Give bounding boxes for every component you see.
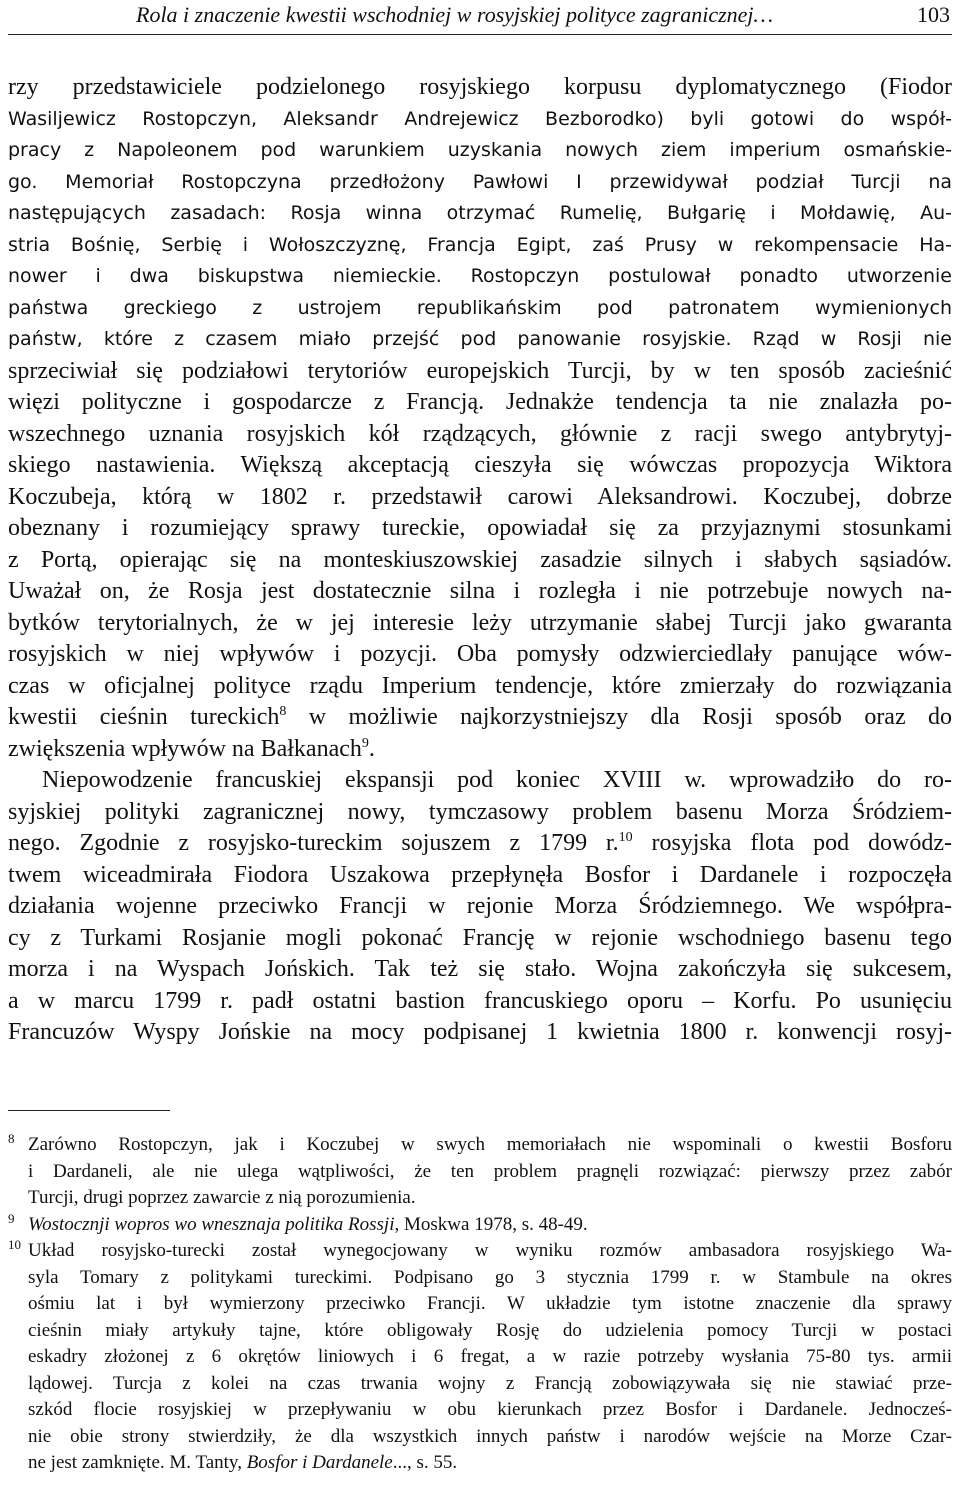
- cited-title: Wostocznji wopros wo wnesznaja politika Rossji: [28, 1213, 395, 1235]
- footnotes: [8, 1132, 952, 1477]
- footnote-separator: [8, 1110, 170, 1111]
- footnote-line: syla Tomary z politykami tureckimi. Podpisano go 3 stycznia 1799 r. w Stambule na okres: [28, 1266, 952, 1288]
- text-line: bytków terytorialnych, że w jej interesie leży utrzymanie słabej Turcji jako gwaranta: [8, 609, 952, 636]
- main-text: [8, 72, 952, 1049]
- text-line: syjskiej polityki zagranicznej nowy, tymczasowy problem basenu Morza Śródziem-: [8, 798, 952, 825]
- text-line: stria Bośnię, Serbię i Wołoszczyznę, Francja Egipt, zaś Prusy w rekompensacie Ha-: [8, 233, 952, 256]
- footnote-ref-9[interactable]: 9: [361, 735, 369, 751]
- footnote-line: eskadry złożonej z 6 okrętów liniowych i 6 fregat, a w razie potrzeby wysłania 75-80 tys. armii: [28, 1346, 952, 1367]
- text-line: Wasiljewicz Rostopczyn, Aleksandr Andrejewicz Bezborodko) byli gotowi do współ-: [8, 107, 952, 130]
- footnote-line: szkód flocie rosyjskiej w przepływaniu w obu kierunkach przez Bosfor i Dardanele. Jednocześ-: [28, 1399, 952, 1420]
- text-line: czas w oficjalnej polityce rządu Imperium tendencje, które zmierzały do rozwiązania: [8, 672, 952, 699]
- cited-title: Bosfor i Dardanele: [246, 1452, 393, 1473]
- text-line: skiego nastawienia. Większą akceptacją cieszyła się wówczas propozycja Wiktora: [8, 452, 952, 478]
- text-line: sprzeciwiał się podziałowi terytoriów europejskich Turcji, by w ten sposób zacieśnić: [8, 357, 952, 384]
- footnote-line: nie obie strony stwierdziły, że dla wszystkich innych państw i narodów wejście na Morze Czar-: [28, 1425, 952, 1447]
- text-line: wszechnego uznania rosyjskich kół rządzących, głównie z racji swego antybrytyj-: [8, 420, 952, 447]
- text-line: Niepowodzenie francuskiej ekspansji pod koniec XVIII w. wprowadziło do ro-: [42, 767, 952, 793]
- footnote-8: $^8$ Zarówno Rostopczyn, jak i Koczubej w swych memoriałach nie wspominali o kwestii Bosforu: [8, 1132, 952, 1155]
- text-line: więzi polityczne i gospodarcze z Francją. Jednakże tendencja ta nie znalazła po-: [8, 389, 952, 415]
- text-line: zwiększenia wpływów na Bałkanach$^9$.: [8, 735, 375, 762]
- footnote-ref-8[interactable]: 8: [279, 704, 287, 719]
- footnote-line: Turcji, drugi poprzez zawarcie z nią porozumienia.: [28, 1187, 416, 1208]
- text-line: państwa greckiego z ustrojem republikańskim pod patronatem wymienionych: [8, 296, 952, 319]
- text-line: go. Memoriał Rostopczyna przedłożony Pawłowi I przewidywał podział Turcji na: [8, 170, 952, 193]
- footnote-line: ne jest zamknięte. M. Tanty, Bosfor i Dardanele..., s. 55.: [28, 1452, 458, 1473]
- text-line: a w marcu 1799 r. padł ostatni bastion francuskiego oporu – Korfu. Po usunięciu: [8, 987, 952, 1014]
- footnote-line: i Dardaneli, ale nie ulega wątpliwości, że ten problem pragnęli rozwiązać: pierwszy przez zabór: [28, 1160, 952, 1182]
- running-title: Rola i znaczenie kwestii wschodniej w rosyjskiej polityce zagranicznej…: [136, 2, 774, 27]
- text-line: rzy przedstawiciele podzielonego rosyjskiego korpusu dyplomatycznego (Fiodor: [8, 74, 952, 100]
- text-line: nego. Zgodnie z rosyjsko-tureckim sojuszem z 1799 r.$^{10}$ rosyjska flota pod dowódz-: [8, 830, 952, 856]
- footnote-10: $^{10}$ Układ rosyjsko-turecki został wynegocjowany w wyniku rozmów ambasadora rosyjskiego Wa-: [8, 1238, 952, 1261]
- text-line: Koczubeja, którą w 1802 r. przedstawił carowi Aleksandrowi. Koczubej, dobrze: [8, 483, 952, 510]
- text-line: państw, które z czasem miało przejść pod panowanie rosyjskie. Rząd w Rosji nie: [8, 328, 952, 350]
- text-line: morza i na Wyspach Jońskich. Tak też się stało. Wojna zakończyła się sukcesem,: [8, 956, 952, 982]
- text-line: pracy z Napoleonem pod warunkiem uzyskania nowych ziem imperium osmańskie-: [8, 139, 952, 161]
- page-number: 103: [917, 2, 950, 27]
- running-header: [8, 0, 952, 35]
- text-line: działania wojenne przeciwko Francji w rejonie Morza Śródziemnego. We współpra-: [8, 893, 952, 919]
- text-line: Francuzów Wyspy Jońskie na mocy podpisanej 1 kwietnia 1800 r. konwencji rosyj-: [8, 1019, 952, 1045]
- text-line: następujących zasadach: Rosja winna otrzymać Rumelię, Bułgarię i Mołdawię, Au-: [8, 202, 952, 224]
- footnote-line: lądowej. Turcja z kolei na czas trwania wojny z Francją zobowiązywała się nie stawiać prze-: [28, 1372, 952, 1394]
- footnote-line: cieśnin miały artykuły tajne, które obligowały Rosję do udzielenia pomocy Turcji w postaci: [28, 1319, 952, 1341]
- text-line: kwestii cieśnin tureckich$^8$ w możliwie najkorzystniejszy dla Rosji sposób oraz do: [8, 704, 952, 730]
- footnote-ref-10[interactable]: 10: [618, 830, 633, 845]
- footnote-9: $^9$ Wostocznji wopros wo wnesznaja politika Rossji, Moskwa 1978, s. 48-49.: [8, 1211, 588, 1235]
- text-line: rosyjskich w niej wpływów i pozycji. Oba pomysły odzwierciedlały panujące wów-: [8, 641, 952, 667]
- text-line: obeznany i rozumiejący sprawy tureckie, opowiadał się za przyjaznymi stosunkami: [8, 515, 952, 541]
- text-line: cy z Turkami Rosjanie mogli pokonać Francję w rejonie wschodniego basenu tego: [8, 924, 952, 951]
- text-line: nower i dwa biskupstwa niemieckie. Rostopczyn postulował ponadto utworzenie: [8, 265, 952, 287]
- text-line: twem wiceadmirała Fiodora Uszakowa przepłynęła Bosfor i Dardanele i rozpoczęła: [8, 861, 952, 888]
- text-line: Uważał on, że Rosja jest dostatecznie silna i rozległa i nie potrzebuje nowych na-: [8, 578, 952, 604]
- text-line: z Portą, opierając się na monteskiuszowskiej zasadzie silnych i słabych sąsiadów.: [8, 546, 952, 573]
- footnote-line: ośmiu lat i był wymierzony przeciwko Francji. W układzie tym istotne znaczenie dla sprawy: [28, 1293, 952, 1314]
